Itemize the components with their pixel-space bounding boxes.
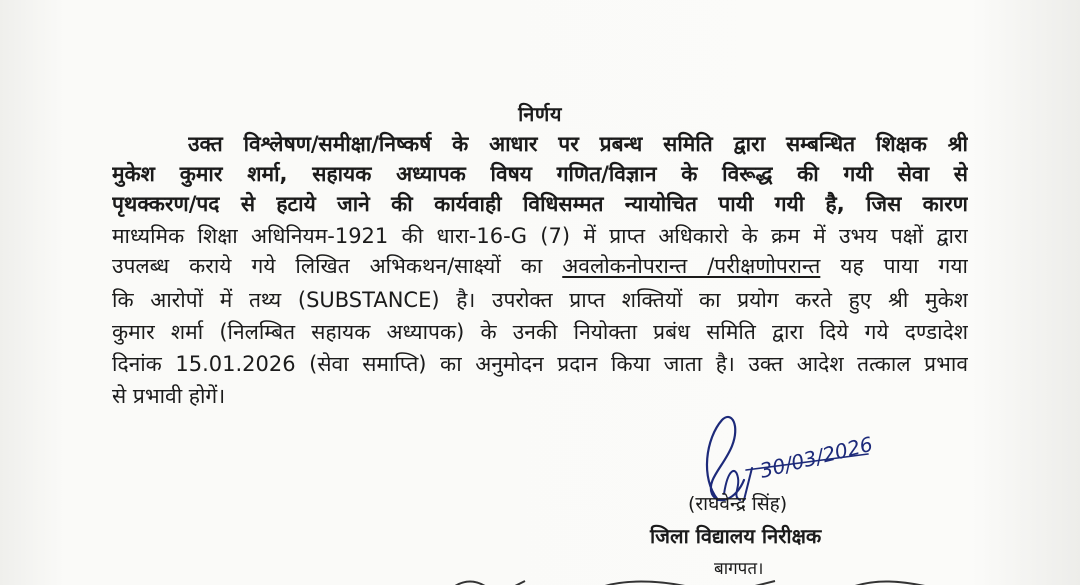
paragraph-line-5: [112, 252, 968, 280]
paragraph-line-2: मुकेश कुमार शर्मा, सहायक अध्यापक विषय गणित/विज्ञान के विरूद्ध की गयी सेवा से: [112, 162, 968, 186]
underlined-phrase: अवलोकनोपरान्त /परीक्षणोपरान्त: [562, 254, 821, 278]
paragraph-line-1: उक्त विश्लेषण/समीक्षा/निष्कर्ष के आधार पर प्रबन्ध समिति द्वारा सम्बन्धित शिक्षक श्री: [188, 132, 968, 156]
paragraph-line-3: पृथक्करण/पद से हटाये जाने की कार्यवाही विधिसम्मत न्यायोचित पायी गयी है, जिस कारण: [112, 192, 968, 216]
paragraph-line-6: कि आरोपों में तथ्य (SUBSTANCE) है। उपरोक्त प्राप्त शक्तियों का प्रयोग करते हुए श्री मुकेश: [112, 288, 968, 312]
signatory-name: (राघवेन्द्र सिंह): [688, 493, 788, 515]
paragraph-line-4: माध्यमिक शिक्षा अधिनियम-1921 की धारा-16-G (7) में प्राप्त अधिकारो के क्रम में उभय पक्षों द्वारा: [112, 224, 968, 248]
paragraph-line-7: कुमार शर्मा (निलम्बित सहायक अध्यापक) के उनकी नियोक्ता प्रबंध समिति द्वारा दिये गये दण्डादेश: [112, 320, 968, 344]
signatory-place: बागपत।: [714, 559, 764, 579]
paragraph-line-5-text: उपलब्ध कराये गये लिखित अभिकथन/साक्ष्यों का: [112, 254, 543, 278]
svg-text:30/03/2026: 30/03/2026: [757, 431, 876, 483]
document-heading: निर्णय: [518, 102, 562, 126]
cropped-next-line-marks: [455, 578, 935, 585]
paragraph-line-5-tail: यह पाया गया: [840, 254, 968, 278]
signatory-designation: जिला विद्यालय निरीक्षक: [650, 524, 822, 548]
paragraph-line-9: से प्रभावी होगें।: [112, 384, 226, 408]
paragraph-line-8: दिनांक 15.01.2026 (सेवा समाप्ति) का अनुमोदन प्रदान किया जाता है। उक्त आदेश तत्काल प्रभाव: [112, 352, 968, 376]
